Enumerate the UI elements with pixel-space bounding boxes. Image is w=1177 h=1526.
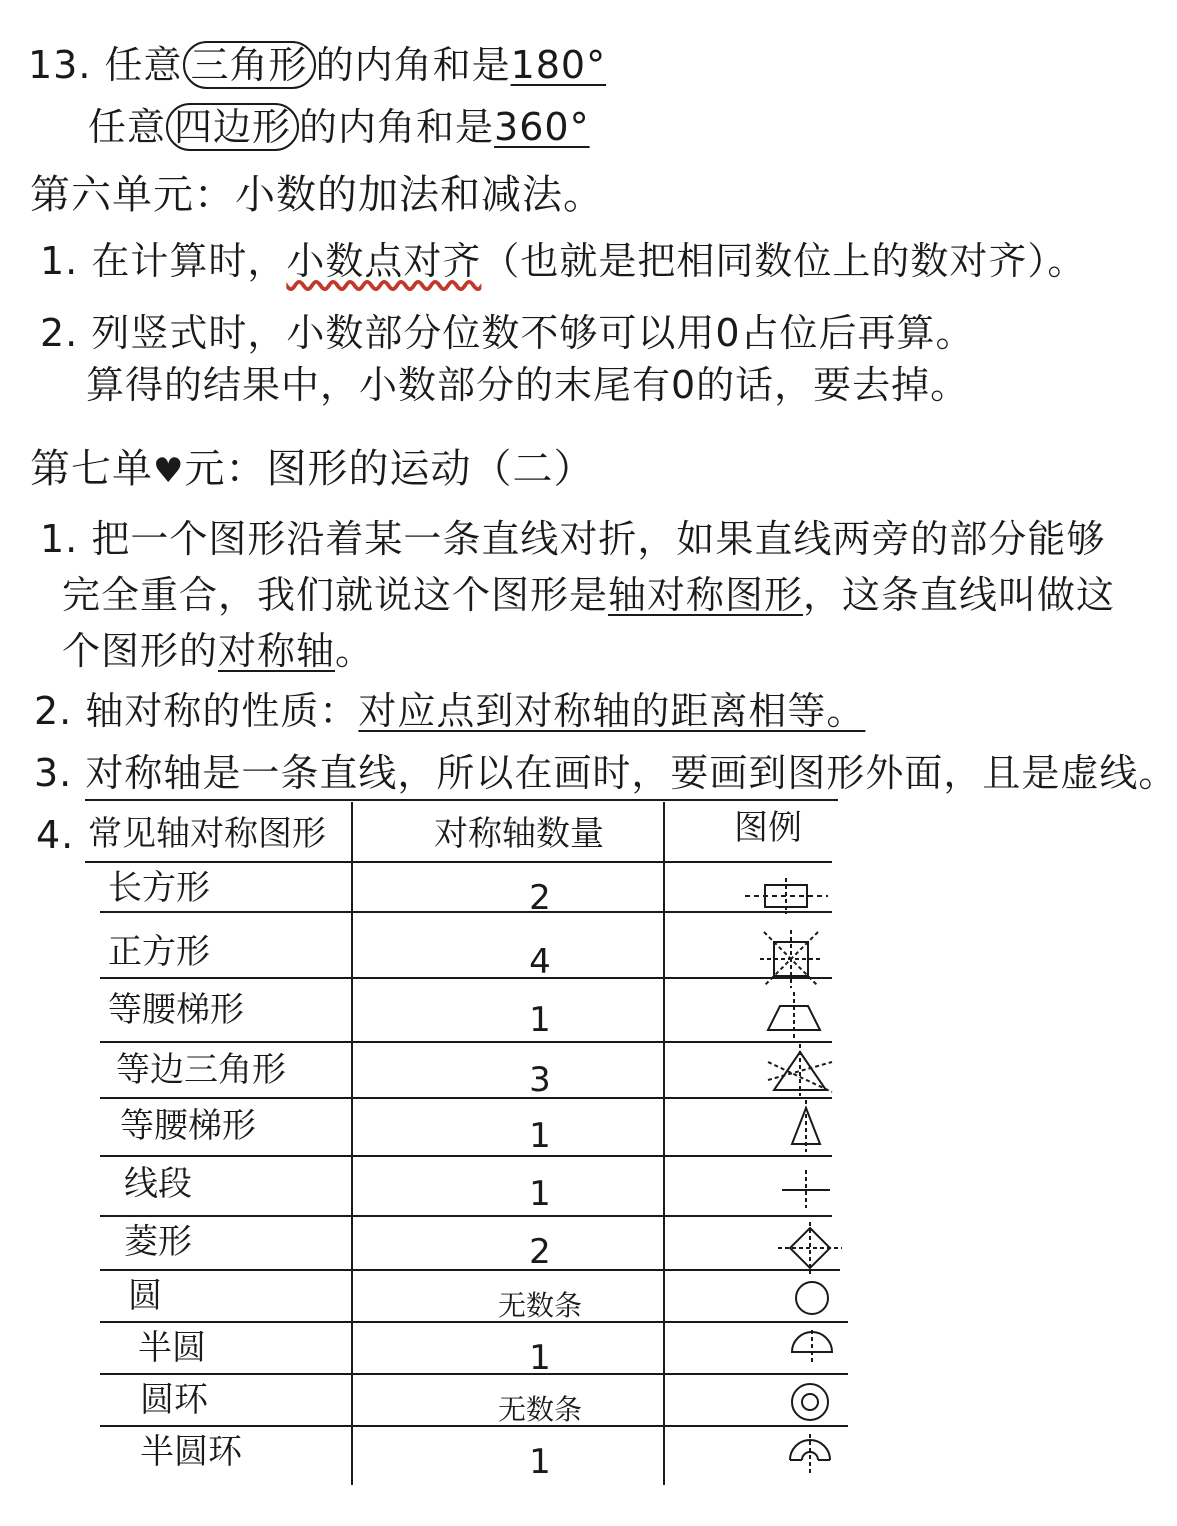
table-header-shape: 常见轴对称图形	[88, 814, 326, 854]
unit7-title-a: 第七单	[30, 446, 153, 492]
table-cell-axis-count: 4	[529, 942, 551, 982]
unit7-item1-line3-b: 。	[335, 629, 375, 673]
ring-icon	[792, 1384, 828, 1420]
table-cell-axis-count: 2	[529, 1232, 551, 1272]
unit7-title	[30, 446, 594, 494]
table-header-axis-count: 对称轴数量	[434, 814, 604, 854]
unit7-item1-line2	[62, 572, 1115, 618]
axisymmetric-figure-term: 轴对称图形	[608, 573, 804, 617]
table-cell-shape: 线段	[124, 1164, 192, 1204]
table-cell-axis-count: 无数条	[497, 1289, 582, 1322]
section13-line2-mid: 的内角和是	[299, 105, 495, 149]
section13-line2-prefix: 任意	[88, 105, 167, 149]
table-cell-axis-count: 1	[529, 1442, 551, 1482]
section13-line2	[88, 104, 590, 150]
triangle-angle-sum: 180°	[510, 43, 607, 87]
table-cell-shape: 等腰梯形	[108, 990, 244, 1030]
unit7-item2	[34, 688, 865, 734]
section13-line1	[28, 42, 606, 88]
half-ring-icon	[790, 1434, 830, 1474]
line-segment-icon	[782, 1170, 830, 1208]
decimal-point-align-emphasis: 小数点对齐	[286, 239, 482, 283]
unit7-item3: 3. 对称轴是一条直线，所以在画时，要画到图形外面，且是虚线。	[34, 751, 1177, 795]
quadrilateral-angle-sum: 360°	[494, 105, 590, 149]
isosceles-trapezoid-icon	[768, 992, 820, 1040]
unit6-item2-line1: 2. 列竖式时，小数部分位数不够可以用0占位后再算。	[40, 311, 975, 355]
table-cell-axis-count: 1	[529, 1338, 551, 1378]
square-icon	[760, 930, 822, 988]
table-cell-shape: 等边三角形	[116, 1050, 286, 1090]
triangle-circled-term: 三角形	[183, 41, 316, 89]
table-cell-axis-count: 1	[529, 1116, 551, 1156]
unit7-item1-line2-b: ，这条直线叫做这	[803, 573, 1116, 617]
symmetry-property-term: 对应点到对称轴的距离相等。	[358, 689, 866, 733]
unit7-item1-line3-a: 个图形的	[62, 629, 219, 673]
section13-number: 13.	[28, 43, 92, 87]
unit7-item1-line2-a: 完全重合，我们就说这个图形是	[62, 573, 609, 617]
table-cell-axis-count: 1	[529, 1000, 551, 1040]
table-cell-shape: 等腰梯形	[120, 1106, 256, 1146]
unit7-item1-line3	[62, 628, 374, 674]
table-cell-shape: 圆	[128, 1276, 162, 1316]
circle-icon	[796, 1282, 828, 1314]
table-cell-axis-count: 3	[529, 1060, 551, 1100]
table-cell-shape: 圆环	[140, 1380, 208, 1420]
unit6-title: 第六单元：小数的加法和减法。	[30, 172, 604, 218]
table-cell-shape: 正方形	[108, 932, 210, 972]
section13-line1-prefix: 任意	[104, 43, 183, 87]
semicircle-icon	[792, 1330, 832, 1364]
symmetry-axis-term: 对称轴	[218, 629, 336, 673]
quadrilateral-circled-term: 四边形	[166, 103, 299, 151]
table-header-legend: 图例	[734, 808, 802, 848]
unit6-item1-suffix: （也就是把相同数位上的数对齐）。	[481, 239, 1087, 283]
rectangle-icon	[745, 878, 828, 914]
heart-sticker-icon: ♥	[153, 451, 185, 491]
unit6-item1	[40, 238, 1086, 284]
table-cell-axis-count: 1	[529, 1174, 551, 1214]
isosceles-triangle-icon	[792, 1100, 820, 1152]
unit7-item2-prefix: 2. 轴对称的性质：	[34, 689, 359, 733]
table-cell-shape: 菱形	[124, 1222, 192, 1262]
table-cell-shape: 半圆	[138, 1328, 206, 1368]
unit6-item1-prefix: 1. 在计算时，	[40, 239, 287, 283]
section13-line1-mid: 的内角和是	[315, 43, 511, 87]
table-cell-axis-count: 无数条	[497, 1393, 582, 1426]
unit6-item2-line2: 算得的结果中，小数部分的末尾有0的话，要去掉。	[86, 363, 970, 407]
unit7-item1-line1: 1. 把一个图形沿着某一条直线对折，如果直线两旁的部分能够	[40, 517, 1106, 561]
table-cell-shape: 半圆环	[140, 1432, 242, 1472]
unit7-title-b: 元：图形的运动（二）	[184, 446, 595, 492]
equilateral-triangle-icon	[768, 1044, 832, 1096]
rhombus-icon	[778, 1222, 842, 1274]
unit7-item4-number: 4.	[36, 813, 75, 857]
table-cell-axis-count: 2	[529, 878, 551, 918]
table-cell-shape: 长方形	[108, 868, 210, 908]
